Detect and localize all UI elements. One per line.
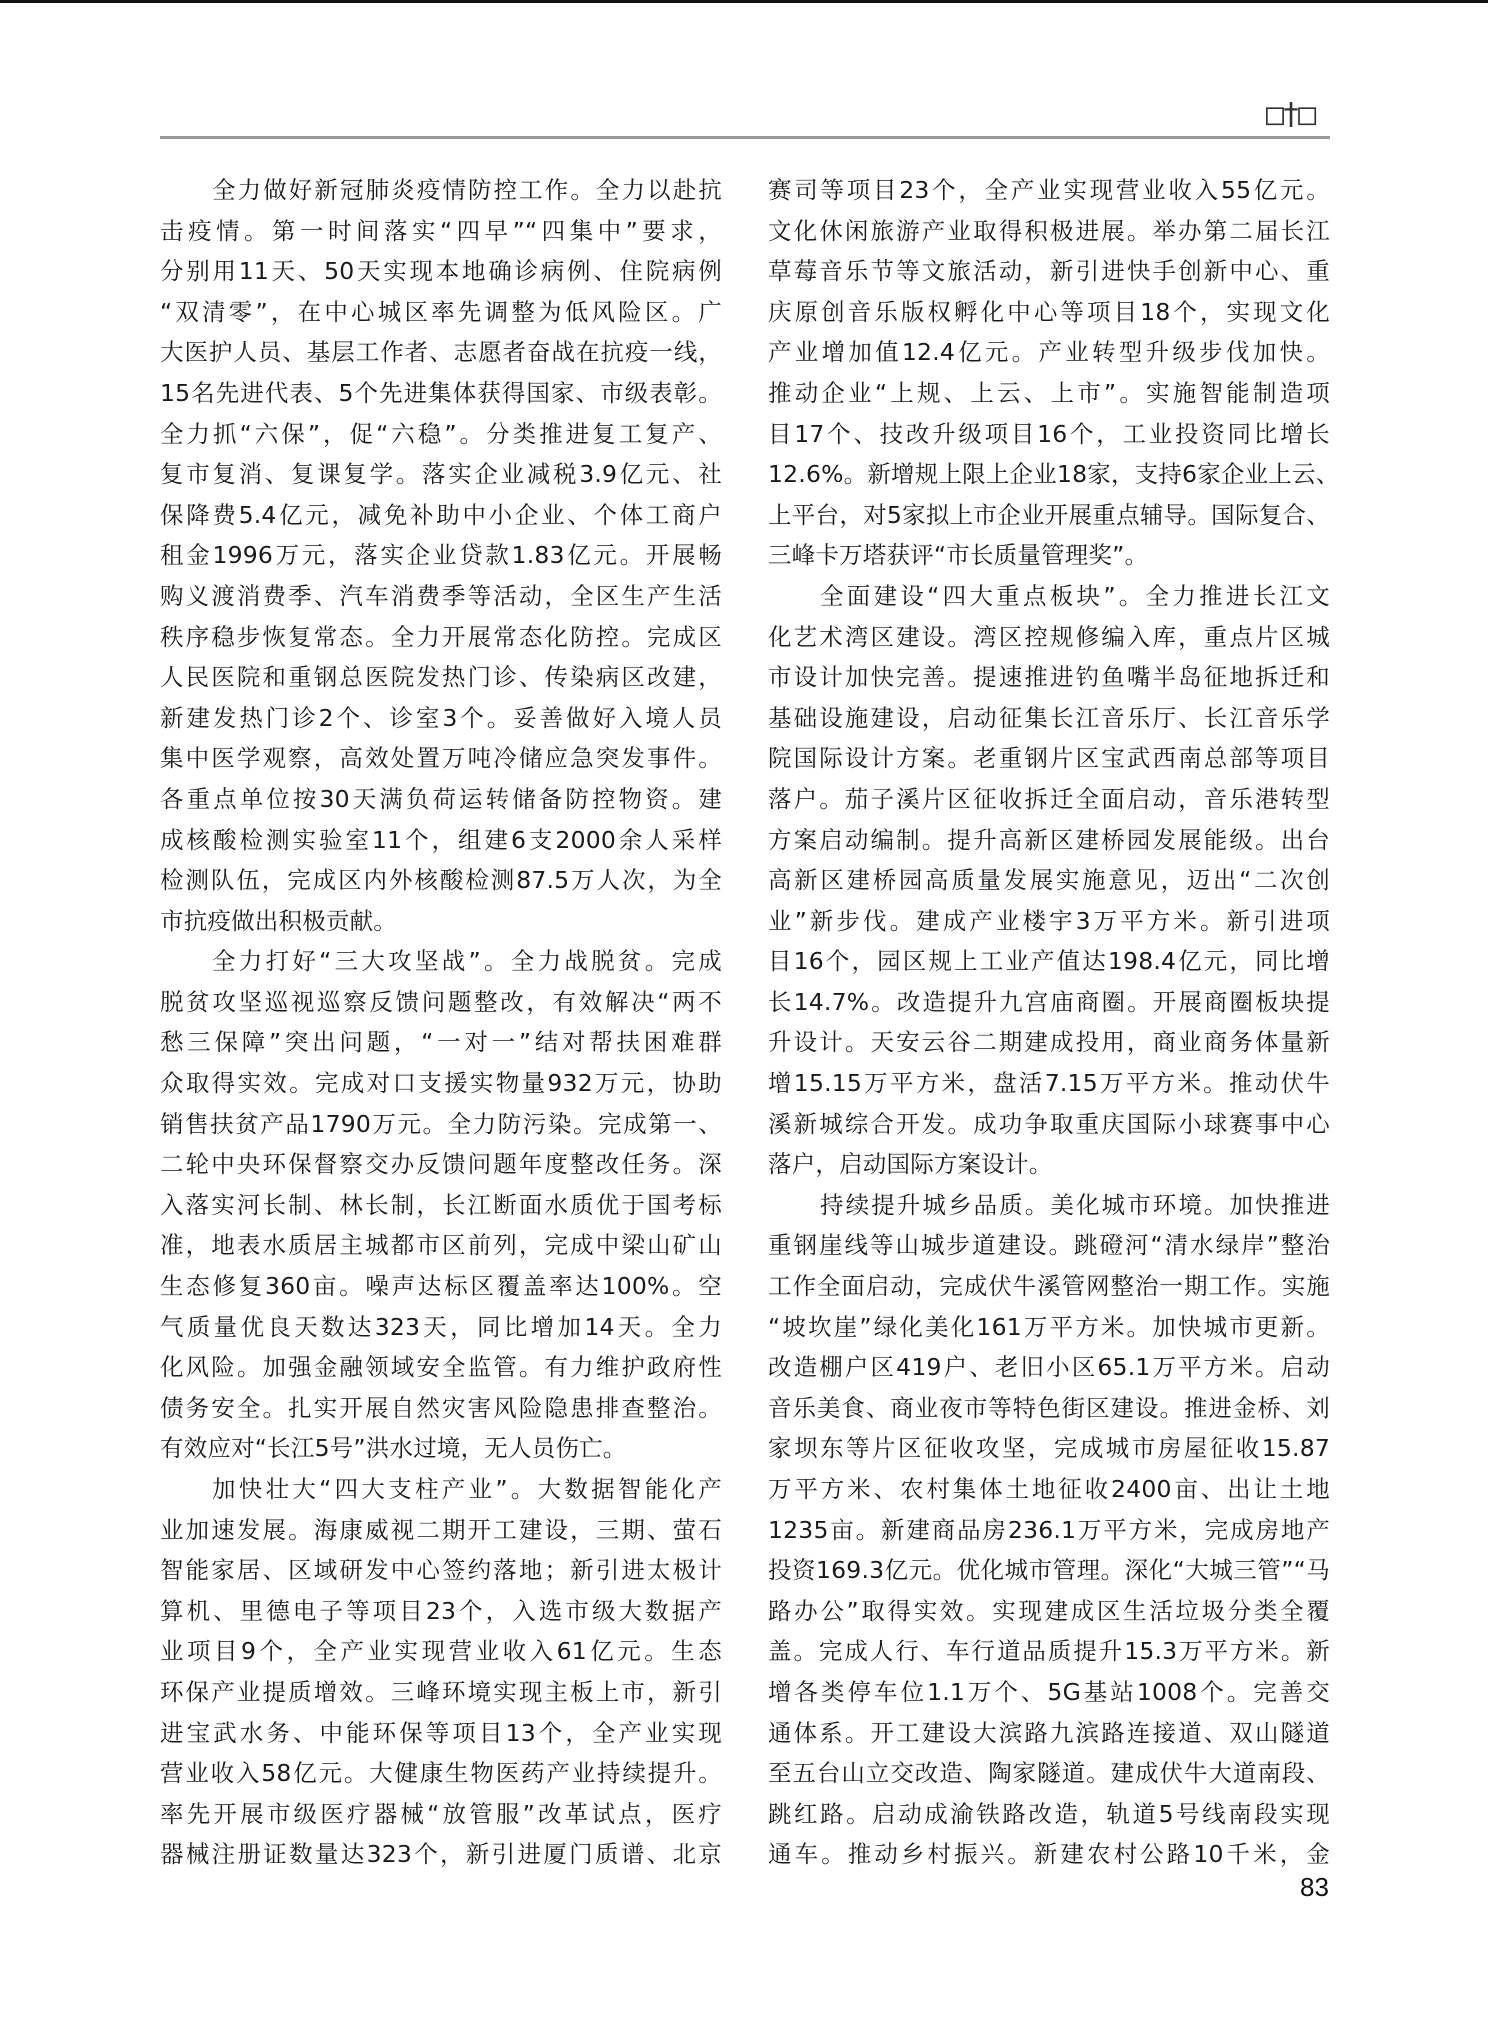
text-line: 击疫情。第一时间落实“四早”“四集中”要求，	[160, 216, 722, 245]
text-line: 分别用11天、50天实现本地确诊病例、住院病例	[160, 257, 722, 286]
text-line: 各重点单位按30天满负荷运转储备防控物资。建	[160, 784, 722, 813]
text-line: 保降费5.4亿元，减免补助中小企业、个体工商户	[160, 500, 722, 529]
text-line: 高新区建桥园高质量发展实施意见，迈出“二次创	[768, 866, 1330, 895]
text-line: 万平方米、农村集体土地征收2400亩、出让土地	[768, 1475, 1330, 1503]
text-line: 环保产业提质增效。三峰环境实现主板上市，新引	[160, 1677, 722, 1706]
text-line: 愁三保障”突出问题，“一对一”结对帮扶困难群	[160, 1028, 722, 1057]
text-line: 有效应对“长江5号”洪水过境，无人员伤亡。	[160, 1434, 627, 1463]
text-line: 复市复消、复课复学。落实企业减税3.9亿元、社	[160, 460, 722, 489]
paragraph-first-line: 全力做好新冠肺炎疫情防控工作。全力以赴抗	[212, 176, 722, 204]
text-line: 智能家居、区域研发中心签约落地；新引进太极计	[160, 1556, 722, 1585]
text-line: “坡坎崖”绿化美化161万平方米。加快城市更新。	[768, 1312, 1330, 1341]
text-line: 方案启动编制。提升高新区建桥园发展能级。出台	[768, 825, 1330, 854]
text-line: 上平台，对5家拟上市企业开展重点辅导。国际复合、	[768, 500, 1330, 529]
text-line: 增各类停车位1.1万个、5G基站1008个。完善交	[768, 1677, 1330, 1706]
text-line: 音乐美食、商业夜市等特色街区建设。推进金桥、刘	[768, 1393, 1330, 1422]
text-line: 产业增加值12.4亿元。产业转型升级步伐加快。	[768, 338, 1330, 367]
text-line: 化风险。加强金融领域安全监管。有力维护政府性	[160, 1353, 722, 1382]
text-line: 业项目9个，全产业实现营业收入61亿元。生态	[160, 1637, 722, 1666]
text-line: 三峰卡万塔获评“市长质量管理奖”。	[768, 541, 1149, 570]
paragraph-first-line: 加快壮大“四大支柱产业”。大数据智能化产	[212, 1475, 722, 1503]
text-line: 升设计。天安云谷二期建成投用，商业商务体量新	[768, 1028, 1330, 1057]
text-line: 进宝武水务、中能环保等项目13个，全产业实现	[160, 1718, 722, 1747]
text-line: 准，地表水质居主城都市区前列，完成中梁山矿山	[160, 1231, 722, 1260]
paragraph-first-line: 全力打好“三大攻坚战”。全力战脱贫。完成	[212, 947, 722, 976]
text-line: 众取得实效。完成对口支援实物量932万元，协助	[160, 1069, 722, 1098]
text-line: 院国际设计方案。老重钢片区宝武西南总部等项目	[768, 744, 1330, 773]
text-line: 全力抓“六保”，促“六稳”。分类推进复工复产、	[160, 419, 722, 448]
text-line: 通体系。开工建设大滨路九滨路连接道、双山隧道	[768, 1718, 1330, 1747]
text-line: 增15.15万平方米，盘活7.15万平方米。推动伏牛	[768, 1069, 1330, 1098]
text-line: 15名先进代表、5个先进集体获得国家、市级表彰。	[160, 378, 722, 407]
text-line: 盖。完成人行、车行道品质提升15.3万平方米。新	[768, 1637, 1330, 1666]
text-line: 庆原创音乐版权孵化中心等项目18个，实现文化	[768, 297, 1330, 326]
text-line: 检测队伍，完成区内外核酸检测87.5万人次，为全	[160, 866, 722, 895]
text-line: 基础设施建设，启动征集长江音乐厅、长江音乐学	[768, 703, 1330, 732]
page-top-border	[0, 0, 1488, 3]
text-line: 化艺术湾区建设。湾区控规修编入库，重点片区城	[768, 622, 1330, 651]
text-line: 落户。茄子溪片区征收拆迁全面启动，音乐港转型	[768, 784, 1330, 813]
text-line: 购义渡消费季、汽车消费季等活动，全区生产生活	[160, 581, 722, 610]
text-line: 气质量优良天数达323天，同比增加14天。全力	[160, 1312, 722, 1341]
text-line: 跳红路。启动成渝铁路改造，轨道5号线南段实现	[768, 1799, 1330, 1828]
text-line: 人民医院和重钢总医院发热门诊、传染病区改建，	[160, 663, 722, 692]
text-line: 溪新城综合开发。成功争取重庆国际小球赛事中心	[768, 1109, 1330, 1138]
page-number: 83	[1300, 1872, 1329, 1902]
text-line: 改造棚户区419户、老旧小区65.1万平方米。启动	[768, 1353, 1330, 1382]
text-line: 营业收入58亿元。大健康生物医药产业持续提升。	[160, 1759, 722, 1788]
text-line: 家坝东等片区征收攻坚，完成城市房屋征收15.87	[768, 1434, 1330, 1463]
text-line: 赛司等项目23个，全产业实现营业收入55亿元。	[768, 176, 1330, 204]
text-line: 市设计加快完善。提速推进钓鱼嘴半岛征地拆迁和	[768, 663, 1330, 692]
text-line: 至五台山立交改造、陶家隧道。建成伏牛大道南段、	[768, 1759, 1330, 1788]
text-line: 工作全面启动，完成伏牛溪管网整治一期工作。实施	[768, 1272, 1330, 1301]
running-header-mark: □†□	[1266, 97, 1315, 132]
text-line: 脱贫攻坚巡视巡察反馈问题整改，有效解决“两不	[160, 987, 722, 1016]
text-line: 推动企业“上规、上云、上市”。实施智能制造项	[768, 378, 1330, 407]
text-line: 市抗疫做出积极贡献。	[160, 906, 397, 935]
text-line: 目16个，园区规上工业产值达198.4亿元，同比增	[768, 947, 1330, 976]
text-line: 生态修复360亩。噪声达标区覆盖率达100%。空	[160, 1272, 722, 1301]
text-line: 销售扶贫产品1790万元。全力防污染。完成第一、	[160, 1109, 722, 1138]
text-line: 率先开展市级医疗器械“放管服”改革试点，医疗	[160, 1799, 722, 1828]
header-rule	[160, 136, 1330, 139]
text-line: 业”新步伐。建成产业楼宇3万平方米。新引进项	[768, 906, 1330, 935]
text-line: 文化休闲旅游产业取得积极进展。举办第二届长江	[768, 216, 1330, 245]
text-line: 成核酸检测实验室11个，组建6支2000余人采样	[160, 825, 722, 854]
text-line: 大医护人员、基层工作者、志愿者奋战在抗疫一线，	[160, 338, 722, 367]
text-line: 集中医学观察，高效处置万吨冷储应急突发事件。	[160, 744, 722, 773]
text-line: 目17个、技改升级项目16个，工业投资同比增长	[768, 419, 1330, 448]
text-line: 器械注册证数量达323个，新引进厦门质谱、北京	[160, 1840, 722, 1869]
text-line: 投资169.3亿元。优化城市管理。深化“大城三管”“马	[768, 1556, 1330, 1585]
text-line: 草莓音乐节等文旅活动，新引进快手创新中心、重	[768, 257, 1330, 286]
text-line: 12.6%。新增规上限上企业18家，支持6家企业上云、	[768, 460, 1340, 489]
text-line: 秩序稳步恢复常态。全力开展常态化防控。完成区	[160, 622, 722, 651]
text-line: 1235亩。新建商品房236.1万平方米，完成房地产	[768, 1515, 1330, 1544]
paragraph-first-line: 全面建设“四大重点板块”。全力推进长江文	[820, 581, 1330, 610]
text-line: 落户，启动国际方案设计。	[768, 1150, 1053, 1179]
text-line: 二轮中央环保督察交办反馈问题年度整改任务。深	[160, 1150, 722, 1179]
text-line: 路办公”取得实效。实现建成区生活垃圾分类全覆	[768, 1596, 1330, 1625]
text-line: 长14.7%。改造提升九宫庙商圈。开展商圈板块提	[768, 987, 1331, 1016]
text-line: “双清零”，在中心城区率先调整为低风险区。广	[160, 297, 722, 326]
text-line: 重钢崖线等山城步道建设。跳磴河“清水绿岸”整治	[768, 1231, 1330, 1260]
text-line: 新建发热门诊2个、诊室3个。妥善做好入境人员	[160, 703, 722, 732]
text-line: 通车。推动乡村振兴。新建农村公路10千米，金	[768, 1840, 1330, 1869]
text-line: 入落实河长制、林长制，长江断面水质优于国考标	[160, 1190, 722, 1219]
text-line: 债务安全。扎实开展自然灾害风险隐患排查整治。	[160, 1393, 722, 1422]
text-column-left	[160, 170, 722, 1875]
text-column-right	[768, 170, 1340, 1875]
text-line: 租金1996万元，落实企业贷款1.83亿元。开展畅	[160, 541, 722, 570]
paragraph-first-line: 持续提升城乡品质。美化城市环境。加快推进	[820, 1190, 1330, 1219]
text-line: 业加速发展。海康威视二期开工建设，三期、萤石	[160, 1515, 722, 1544]
text-line: 算机、里德电子等项目23个，入选市级大数据产	[160, 1596, 722, 1625]
